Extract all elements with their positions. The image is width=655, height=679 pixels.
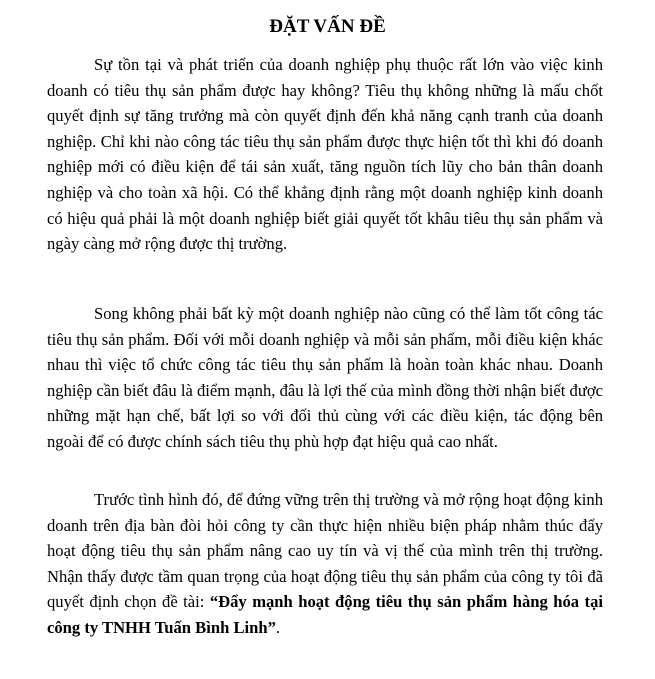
topic-title: “Đẩy mạnh hoạt động tiêu thụ sản phẩm hàng hóa tại công ty TNHH Tuấn Bình Linh”: [47, 592, 603, 637]
paragraph-1: Sự tồn tại và phát triển của doanh nghiệp phụ thuộc rất lớn vào việc kinh doanh có tiêu thụ sản phẩm được hay không? Tiêu thụ không những là mấu chốt quyết định sự tăng trưởng mà còn quyết định đến khả năng cạnh tranh của doanh nghiệp. Chỉ khi nào công tác tiêu thụ sản phẩm được thực hiện tốt thì khi đó doanh nghiệp mới có điều kiện để tái sản xuất, tăng nguồn tích lũy cho bản thân doanh nghiệp và cho toàn xã hội. Có thể khẳng định rằng một doanh nghiệp kinh doanh có hiệu quả phải là một doanh nghiệp biết giải quyết tốt khâu tiêu thụ sản phẩm và ngày càng mở rộng được thị trường.: [47, 55, 603, 254]
paragraph-3-ending: .: [275, 617, 281, 637]
paragraph-3-text: Trước tình hình đó, để đứng vững trên thị trường và mở rộng hoạt động kinh doanh trên địa bàn đòi hỏi công ty cần thực hiện nhiều biện pháp nhằm thúc đẩy hoạt động tiêu thụ sản phẩm nâng cao uy tín và vị thế của mình trên thị trường. Nhận thấy được tầm quan trọng của hoạt động tiêu thụ sản phẩm của công ty tôi đã quyết định chọn đề tài:: [47, 490, 603, 612]
paragraph-2: Song không phải bất kỳ một doanh nghiệp nào cũng có thể làm tốt công tác tiêu thụ sản phẩm. Đối với mỗi doanh nghiệp và mỗi sản phẩm, mỗi điều kiện khác nhau thì việc tổ chức công tác tiêu thụ sản phẩm là hoàn toàn khác nhau. Doanh nghiệp cần biết đâu là điểm mạnh, đâu là lợi thế của mình đồng thời nhận biết được những mặt hạn chế, bất lợi so với đối thủ cùng với các điều kiện, tác động bên ngoài để có được chính sách tiêu thụ phù hợp đạt hiệu quả cao nhất.: [47, 304, 603, 451]
document-title: ĐẶT VẤN ĐỀ: [269, 16, 386, 37]
paragraph-3: [47, 487, 603, 641]
